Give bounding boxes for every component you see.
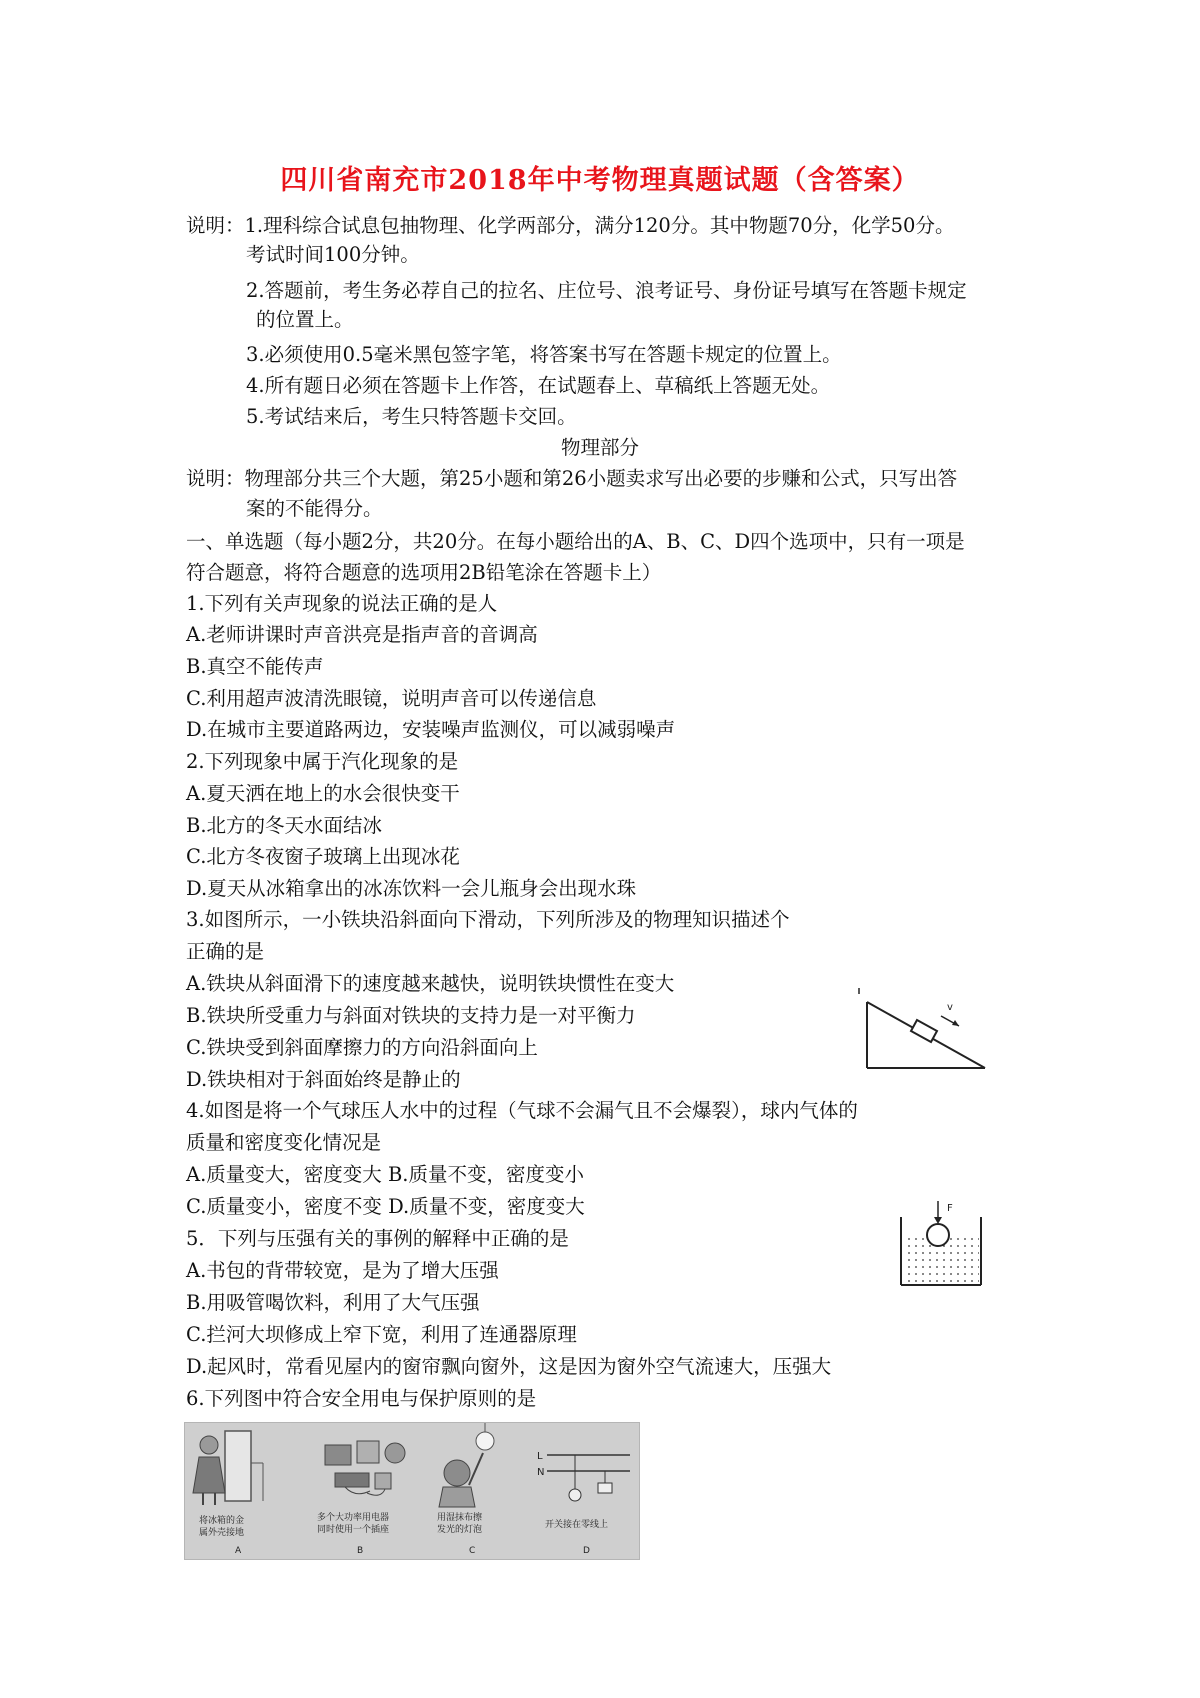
panel-a-letter: A [235, 1546, 242, 1556]
question-option: A.老师讲课时声音洪亮是指声音的音调高 [186, 623, 538, 646]
note-line: 5.考试结来后，考生只特答题卡交回。 [246, 405, 577, 428]
velocity-label: v [947, 1002, 953, 1013]
question-option: D.起风时，常看见屋内的窗帘飘向窗外，这是因为窗外空气流速大，压强大 [186, 1355, 832, 1378]
question-option: A.质量变大，密度变大 B.质量不变，密度变小 [186, 1163, 585, 1186]
question-option: A.铁块从斜面滑下的速度越来越快，说明铁块惯性在变大 [186, 972, 675, 995]
panel-b-letter: B [357, 1546, 364, 1556]
panel-a-caption-line2: 属外壳接地 [199, 1528, 245, 1538]
question-option: C.拦河大坝修成上窄下宽，利用了连通器原理 [186, 1323, 577, 1346]
question-option: B.北方的冬天水面结冰 [186, 814, 383, 837]
question-option: B.真空不能传声 [186, 655, 324, 678]
force-label: F [947, 1203, 953, 1214]
question-stem: 4.如图是将一个气球压人水中的过程（气球不会漏气且不会爆裂），球内气体的 [186, 1099, 858, 1122]
question-option: C.铁块受到斜面摩擦力的方向沿斜面向上 [186, 1036, 538, 1059]
note-line: 4.所有题日必须在答题卡上作答，在试题春上、草稿纸上答题无处。 [246, 374, 831, 397]
part-heading-line: 一、单选题（每小题2分，共20分。在每小题给出的A、B、C、D四个选项中，只有一项是 [186, 530, 965, 553]
note-line: 说明：1.理科综合试息包抽物理、化学两部分，满分120分。其中物题70分，化学50分。 [186, 214, 955, 237]
circuit-label-l: L [537, 1451, 543, 1462]
panel-c-letter: C [469, 1546, 476, 1556]
panel-b-image [317, 1441, 405, 1556]
panel-d-image [537, 1451, 630, 1556]
panel-b-caption-line2: 同时使用一个插座 [317, 1525, 390, 1535]
section-title: 物理部分 [560, 436, 639, 459]
panel-d-letter: D [583, 1546, 590, 1556]
panel-c-caption-line2: 发光的灯泡 [437, 1525, 483, 1535]
question-option: A.夏天洒在地上的水会很快变干 [186, 782, 460, 805]
panel-b-caption-line1: 多个大功率用电器 [317, 1513, 390, 1523]
panel-a-image [193, 1431, 263, 1556]
question-option: B.用吸管喝饮料，利用了大气压强 [186, 1291, 480, 1314]
note-line: 考试时间100分钟。 [246, 243, 420, 266]
note-line: 2.答题前，考生务必荐自己的拉名、庄位号、浪考证号、身份证号填写在答题卡规定 [246, 279, 967, 302]
question-option: C.利用超声波清洗眼镜，说明声音可以传递信息 [186, 687, 597, 710]
question-stem: 质量和密度变化情况是 [186, 1131, 382, 1154]
balloon-water-figure [893, 1195, 993, 1290]
section-note-line: 说明：物理部分共三个大题，第25小题和第26小题卖求写出必要的步赚和公式，只写出答 [186, 467, 958, 490]
question-option: B.铁块所受重力与斜面对铁块的支持力是一对平衡力 [186, 1004, 636, 1027]
panel-c-image [437, 1423, 494, 1556]
note-line: 3.必须使用0.5毫米黑包签字笔，将答案书写在答题卡规定的位置上。 [246, 343, 842, 366]
balloon [927, 1224, 949, 1246]
safety-images [185, 1423, 639, 1559]
question-stem: 2.下列现象中属于汽化现象的是 [186, 750, 459, 773]
question-stem: 1.下列有关声现象的说法正确的是人 [186, 592, 498, 615]
panel-d-caption: 开关接在零线上 [545, 1520, 609, 1530]
question-stem: 5．下列与压强有关的事例的解释中正确的是 [186, 1227, 569, 1250]
page-title: 四川省南充市2018年中考物理真题试题（含答案） [280, 165, 920, 196]
safety-images-strip [184, 1422, 640, 1560]
question-option: D.铁块相对于斜面始终是静止的 [186, 1068, 461, 1091]
question-option: C.质量变小，密度不变 D.质量不变，密度变大 [186, 1195, 585, 1218]
question-option: D.夏天从冰箱拿出的冰冻饮料一会儿瓶身会出现水珠 [186, 877, 637, 900]
iron-block [911, 1020, 937, 1042]
note-line: 的位置上。 [256, 308, 354, 331]
question-stem: 6.下列图中符合安全用电与保护原则的是 [186, 1387, 537, 1410]
question-stem: 正确的是 [186, 940, 265, 963]
part-heading-line: 符合题意，将符合题意的选项用2B铅笔涂在答题卡上） [186, 561, 662, 584]
question-stem: 3.如图所示，一小铁块沿斜面向下滑动，下列所涉及的物理知识描述个 [186, 908, 790, 931]
incline-figure [855, 980, 995, 1075]
section-note-line: 案的不能得分。 [246, 497, 383, 520]
question-option: A.书包的背带较宽，是为了增大压强 [186, 1259, 499, 1282]
panel-a-caption-line1: 将冰箱的金 [199, 1516, 245, 1526]
force-arrowhead [934, 1217, 942, 1224]
question-option: C.北方冬夜窗子玻璃上出现冰花 [186, 845, 460, 868]
circuit-label-n: N [537, 1467, 545, 1478]
question-option: D.在城市主要道路两边，安装噪声监测仪，可以减弱噪声 [186, 718, 676, 741]
panel-c-caption-line1: 用湿抹布擦 [437, 1513, 483, 1523]
